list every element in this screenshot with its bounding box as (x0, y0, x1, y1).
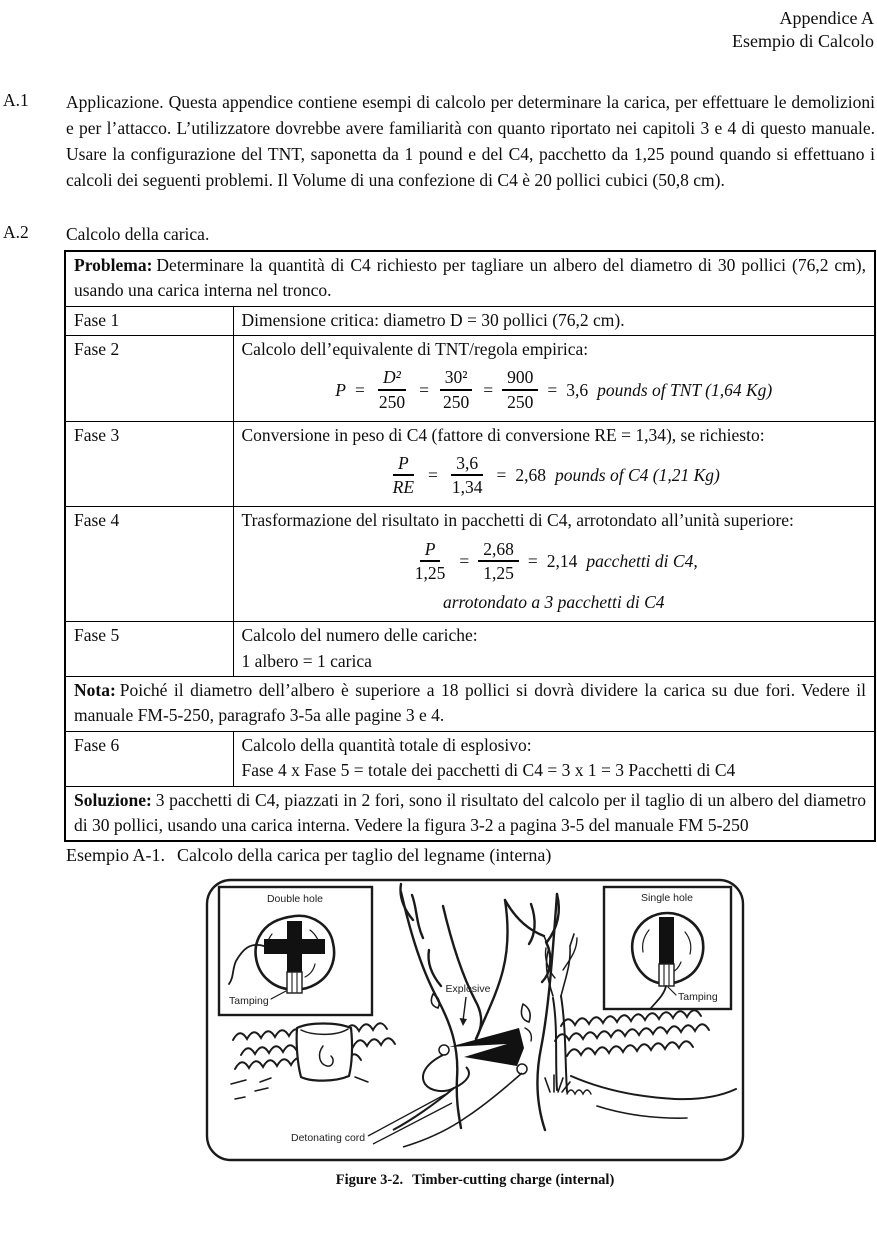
formula-result-value: 3,6 (566, 379, 589, 400)
table-row-fase4 (65, 507, 875, 622)
problema-label: Problema: (74, 254, 153, 275)
table-row-nota (65, 677, 875, 732)
page-header (2, 7, 875, 52)
fraction: $\frac{P}{RE}$ (392, 453, 415, 498)
table-row-fase5 (65, 622, 875, 677)
equals-sign: = (428, 465, 438, 486)
fase5-desc (233, 622, 875, 677)
fase1-label: Fase 1 (65, 306, 233, 335)
fase6-line2: Fase 4 x Fase 5 = totale dei pacchetti di C4 = 3 x 1 = 3 Pacchetti di C4 (241, 760, 736, 781)
equals-sign: = (547, 379, 558, 400)
header-line-esempio: Esempio di Calcolo (732, 30, 874, 51)
section-a1-paragraph: Applicazione. Questa appendice contiene esempi di calcolo per determinare la carica, per effettuare le demolizioni e per l’attacco. L’utilizzatore dovrebbe avere familiarità con quanto riportato nei capitoli 3 e 4 di questo manuale. Usare la configurazione del TNT, saponetta da 1 pound e del C4, pacchetto da 1,25 pound quando si effettuano i calcoli dei seguenti problemi. Il Volume di una confezione di C4 è 20 pollici cubici (50,8 cm). (66, 92, 875, 190)
calc-table (64, 250, 876, 842)
fase2-text: Calcolo dell’equivalente di TNT/regola empirica: (241, 339, 589, 360)
fase4-label: Fase 4 (65, 507, 233, 622)
tamping-right-label: Tamping (678, 991, 718, 1004)
figure-3-2 (205, 878, 745, 1189)
soluzione-label: Soluzione: (74, 789, 152, 810)
fase2-desc (233, 336, 875, 422)
section-a2-number: A.2 (3, 222, 29, 243)
fase2-label: Fase 2 (65, 336, 233, 422)
equals-sign: = (483, 379, 494, 400)
explosive-label: Explosive (445, 983, 491, 996)
section-a2-title: Calcolo della carica. (66, 224, 210, 245)
soluzione-cell (65, 786, 875, 841)
formula-result-value: 2,14 (546, 550, 578, 571)
formula-result-text: pacchetti di C4, (586, 550, 698, 571)
header-line-appendice: Appendice A (779, 8, 874, 28)
double-hole-label: Double hole (266, 893, 324, 906)
fase4-text: Trasformazione del risultato in pacchetti di C4, arrotondato all’unità superiore: (241, 510, 794, 531)
fase1-desc: Dimensione critica: diametro D = 30 pollici (76,2 cm). (233, 306, 875, 335)
equals-sign: = (527, 550, 538, 571)
equals-sign: = (419, 379, 429, 400)
tamping-plug (659, 964, 674, 986)
tamping-plug (287, 972, 302, 993)
fase4-formula (242, 534, 867, 590)
fraction: $\frac{900}{250}$ (502, 367, 538, 411)
table-row-fase2 (65, 336, 875, 422)
formula-result-text: pounds of C4 (1,21 Kg) (555, 465, 720, 486)
table-row-fase1 (65, 306, 875, 335)
tamping-left-label: Tamping (229, 995, 269, 1008)
fraction: $\frac{\text{D²}}{250}$ (378, 367, 406, 412)
figure-caption (205, 1172, 745, 1189)
esempio-text: Calcolo della carica per taglio del legname (interna) (177, 845, 552, 866)
fase5-label: Fase 5 (65, 622, 233, 677)
timber-cutting-illustration (205, 878, 745, 1163)
fraction: $\frac{P}{1,25}$ (414, 538, 446, 583)
fase2-formula (242, 362, 867, 418)
fase3-desc (233, 421, 875, 507)
problema-cell (65, 251, 875, 306)
equals-sign: = (354, 379, 365, 400)
fraction: $\frac{\text{30²}}{250}$ (438, 367, 474, 411)
soluzione-text: 3 pacchetti di C4, piazzati in 2 fori, sono il risultato del calcolo per il taglio di un albero del diametro di 30 pollici, usando una carica interna. Vedere la figura 3-2 a pagina 3-5 del manuale FM 5-250 (74, 789, 866, 835)
section-a1 (2, 90, 875, 193)
figure-caption-label: Figure 3-2. (335, 1172, 404, 1189)
fase5-line2: 1 albero = 1 carica (241, 650, 372, 671)
section-a2 (2, 222, 875, 248)
fase6-line1: Calcolo della quantità totale di esplosivo: (241, 734, 532, 755)
fraction: $\frac{2,68}{1,25}$ (478, 539, 519, 583)
fase4-formula-line2: arrotondato a 3 pacchetti di C4 (443, 591, 665, 612)
fase5-line1: Calcolo del numero delle cariche: (241, 625, 478, 646)
figure-caption-text: Timber-cutting charge (internal) (412, 1172, 615, 1189)
fase6-desc (233, 731, 875, 786)
fase3-text: Conversione in peso di C4 (fattore di conversione RE = 1,34), se richiesto: (241, 424, 765, 445)
esempio-label: Esempio A-1. (66, 845, 165, 866)
equals-sign: = (496, 465, 507, 486)
detonating-cord-label: Detonating cord (291, 1132, 366, 1145)
charge-horizontal-bore (264, 939, 325, 954)
fase6-label: Fase 6 (65, 731, 233, 786)
table-row-problema (65, 251, 875, 306)
equals-sign: = (459, 550, 470, 571)
single-hole-label: Single hole (641, 892, 693, 905)
fraction: $\frac{3,6}{1,34}$ (451, 453, 483, 498)
formula-var-p: P (335, 379, 346, 400)
nota-cell (65, 677, 875, 732)
single-hole-inset (604, 887, 731, 1009)
table-row-fase6 (65, 731, 875, 786)
nota-label: Nota: (74, 680, 116, 701)
section-a1-number: A.1 (3, 90, 29, 111)
fase3-label: Fase 3 (65, 421, 233, 507)
fase4-desc (233, 507, 875, 622)
table-row-soluzione (65, 786, 875, 841)
formula-result-value: 2,68 (515, 465, 547, 486)
problema-text: Determinare la quantità di C4 richiesto per tagliare un albero del diametro di 30 pollici (76,2 cm), usando una carica interna nel tronco. (74, 254, 866, 301)
esempio-caption (66, 845, 875, 866)
double-hole-inset (219, 887, 372, 1015)
nota-text: Poiché il diametro dell’albero è superiore a 18 pollici si dovrà dividere la carica su due fori. Vedere il manuale FM-5-250, paragrafo 3-5a alle pagine 3 e 4. (74, 680, 866, 726)
formula-result-text: pounds of TNT (1,64 Kg) (597, 379, 773, 400)
table-row-fase3 (65, 421, 875, 507)
fase3-formula (242, 448, 867, 504)
charge-vertical-bore (659, 917, 674, 964)
